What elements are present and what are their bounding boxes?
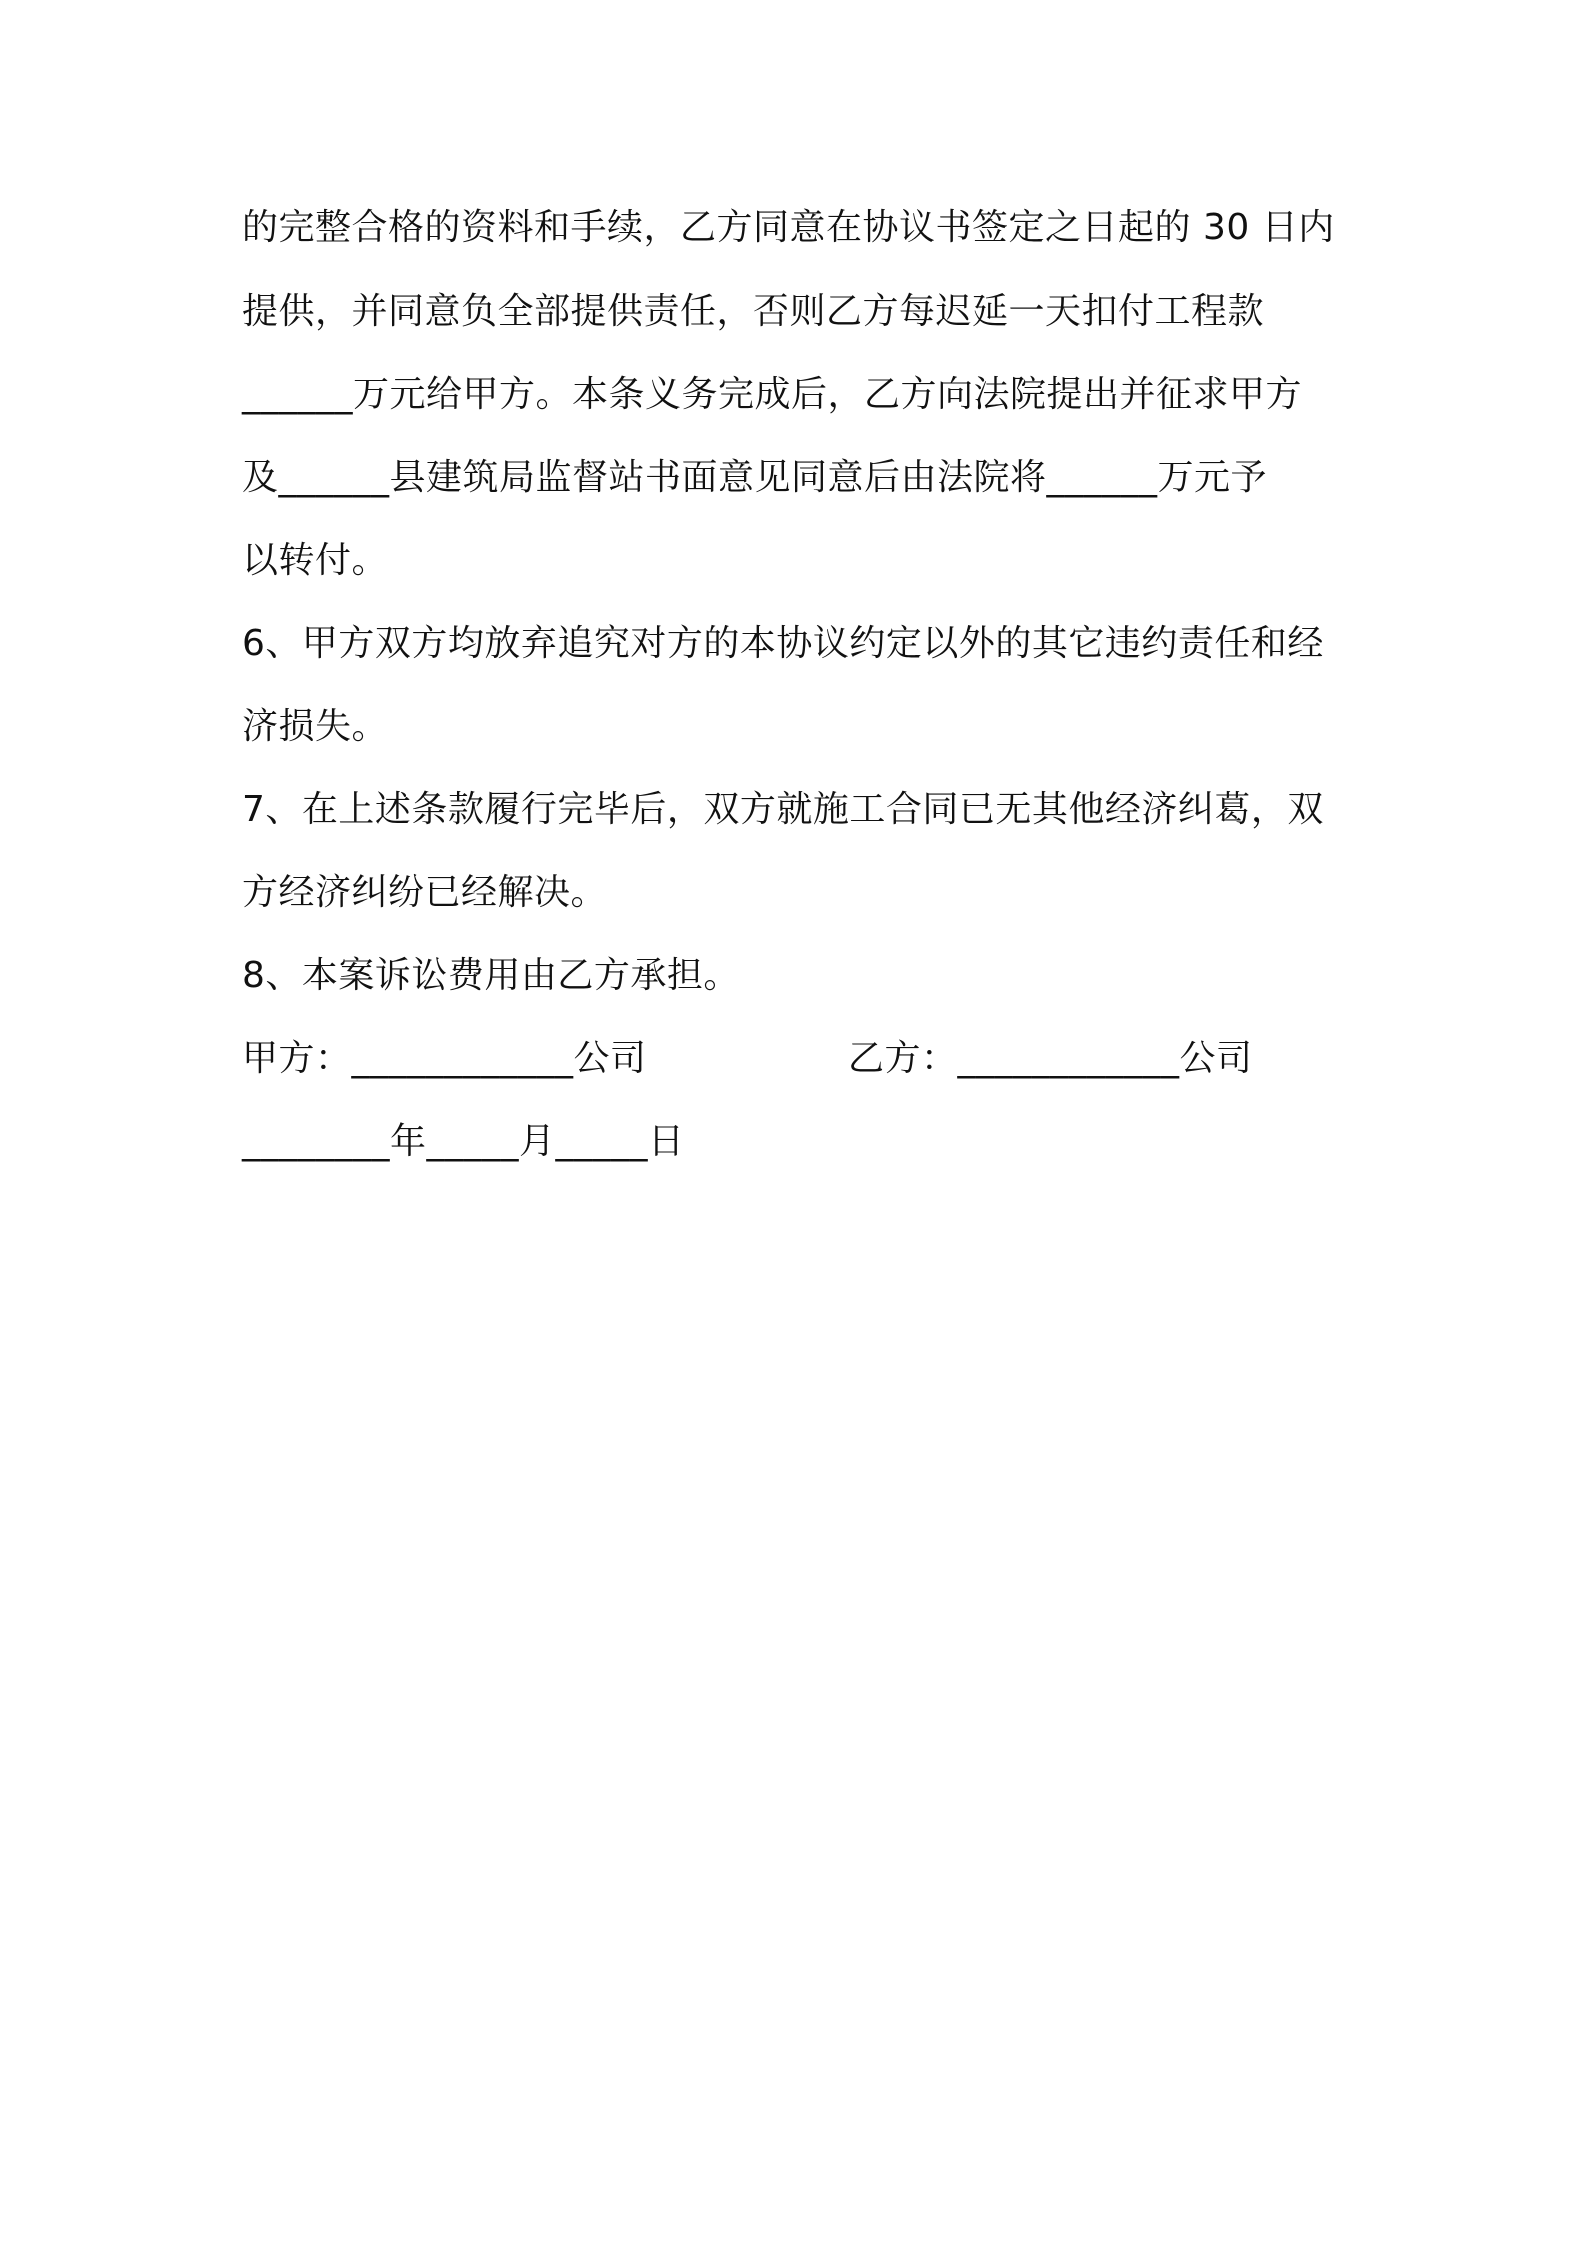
paragraph-line: 的完整合格的资料和手续，乙方同意在协议书签定之日起的 30 日内 [242,207,1335,248]
clause-7-line: 7、在上述条款履行完毕后，双方就施工合同已无其他经济纠葛，双 [242,789,1324,830]
signature-date: ________年_____月_____日 [242,1121,685,1162]
party-a-signature: 甲方：____________公司 [242,1038,647,1079]
clause-7-line: 方经济纠纷已经解决。 [242,872,608,913]
paragraph-line: 提供，并同意负全部提供责任，否则乙方每迟延一天扣付工程款 [242,291,1265,332]
clause-6-line: 6、甲方双方均放弃追究对方的本协议约定以外的其它违约责任和经 [242,623,1324,664]
paragraph-line: 及______县建筑局监督站书面意见同意后由法院将______万元予 [242,457,1268,498]
paragraph-line: 以转付。 [242,540,389,581]
clause-6-line: 济损失。 [242,706,389,747]
clause-8-line: 8、本案诉讼费用由乙方承担。 [242,955,740,996]
paragraph-line: ______万元给甲方。本条义务完成后，乙方向法院提出并征求甲方 [242,374,1303,415]
party-b-signature: 乙方：____________公司 [848,1038,1253,1079]
